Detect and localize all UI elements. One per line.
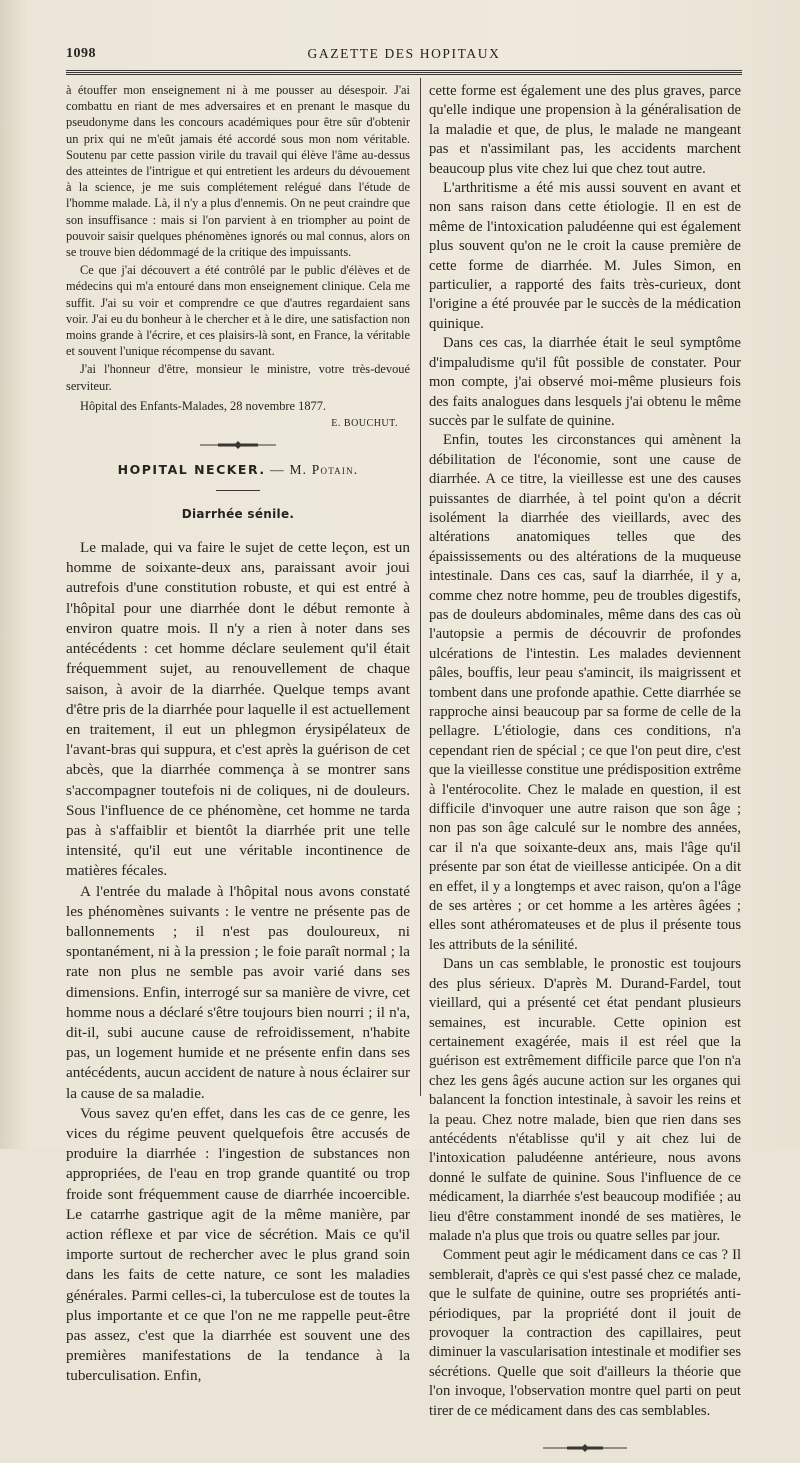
journal-title: GAZETTE DES HOPITAUX [307, 46, 501, 61]
article-body-left [66, 538, 410, 1387]
column-divider [420, 78, 421, 1096]
ornament-divider [188, 440, 288, 450]
letter-paragraph: J'ai l'honneur d'être, monsieur le ministre, votre très-devoué serviteur. [66, 362, 410, 393]
letter-paragraph: à étouffer mon enseignement ni à me pousser au désespoir. J'ai combattu en riant de mes adversaires et en prenant le masque du pseudonyme dans les concours académiques pour être sûr d'obtenir un prix qui ne m'eût jamais été accordé sous mon nom véritable. Soutenu par cette passion virile du travail qui élève l'âme au-dessus des atteintes de l'intrigue et qui entretient les ardeurs du dévouement à la science, je me suis complétement relégué dans l'étude de l'homme malade. Là, il n'y a plus d'ennemis. On ne peut craindre que son insuffisance : mais si l'on parvient à en triompher au point de pouvoir saisir quelques phénomènes ignorés ou mal connus, alors on se trouve bien dédommagé de la critique des impuissants. [66, 83, 410, 260]
article-paragraph: Comment peut agir le médicament dans ce cas ? Il semblerait, d'après ce qui s'est passé chez ce malade, que le sulfate de quinine, outre ses propriétés anti-périodiques, par la propriété dont il jouit de provoquer la contraction des capillaires, peut diminuer la vascularisation intestinale et modifier ses sécrétions. Quelle que soit d'ailleurs la théorie que l'on invoque, l'observation montre quel parti on peut tirer de ce médicament dans des cas semblables. [429, 1247, 741, 1419]
article-title: Diarrhée sénile. [181, 506, 295, 521]
lecturer-name: M. Potain. [289, 462, 359, 478]
article-paragraph: A l'entrée du malade à l'hôpital nous avons constaté les phénomènes suivants : le ventre ne présente pas de ballonnements ; il n'est pas douloureux, ni spontanément, ni à la pression ; le foie paraît normal ; la rate non plus ne semble pas avoir varié dans ses dimensions. Enfin, interrogé sur sa manière de vivre, cet homme nous a déclaré s'être toujours bien nourri ; il n'a, dit-il, subi aucune cause de refroidissement, n'habite pas, un logement humide et ne présente enfin dans ses antécédents, aucun accident de nature à nous éclairer sur la cause de sa maladie. [66, 882, 410, 1102]
heading-rule [216, 490, 260, 491]
letter-signature: E. BOUCHUT. [331, 418, 398, 430]
article-paragraph: cette forme est également une des plus graves, parce qu'elle indique une propension à la généralisation de la maladie et que, de plus, le malade ne mangeant pas et n'assimilant pas, les accidents marchent beaucoup plus vite chez lui que chez tout autre. [429, 83, 741, 177]
hospital-name: HOPITAL NECKER. [117, 462, 266, 478]
left-column [66, 82, 410, 1387]
right-column [429, 82, 741, 1463]
page-header [66, 42, 742, 66]
article-paragraph: Vous savez qu'en effet, dans les cas de ce genre, les vices du régime peuvent quelquefois être accusés de produire la diarrhée : l'ingestion de substances non appropriées, de l'eau en trop grande quantité ou trop froide sont fréquemment cause de diarrhée incoercible. Le catarrhe gastrique agit de la même manière, par action réflexe et par vice de sécrétion. Mais ce qu'il importe surtout de rechercher avec le plus grand soin dans les faits de cette nature, ce sont les maladies générales. Parmi celles-ci, la tuberculose est de toutes la plus importante et ce que l'on ne me rappelle peut-être pas assez, c'est que la diarrhée est souvent une des premières manifestations de la tendance à la tuberculisation. Enfin, [66, 1104, 410, 1385]
section-heading [66, 460, 410, 479]
header-rule [66, 70, 742, 75]
letter-paragraph: Ce que j'ai découvert a été contrôlé par le public d'élèves et de médecins qui m'a entouré dans mon enseignement clinique. Cela me suffit. J'ai su voir et comprendre ce que d'autres regardaient sans voir. J'ai eu du bonheur à le chercher et à le dire, une satisfaction non moins grande à l'écrire, et ces plaisirs-là sont, en France, la véritable et souvent l'unique récompense du savant. [66, 263, 410, 359]
heading-separator: — [270, 462, 285, 478]
article-paragraph: Le malade, qui va faire le sujet de cette leçon, est un homme de soixante-deux ans, paraissant avoir joui autrefois d'une constitution robuste, et qui est entré à l'hôpital pour une diarrhée dont le début remonte à environ quatre mois. Il n'y a rien à noter dans ses antécédents : cet homme déclare seulement qu'il était fréquemment sujet, au renouvellement de chaque saison, à avoir de la diarrhée. Quelque temps avant d'être pris de la diarrhée pour laquelle il est actuellement en traitement, il eut un phlegmon érysipélateux de l'avant-bras qui suppura, et c'est après la guérison de cet abcès, que la diarrhée commença à se montrer sans s'accompagner toutefois ni de coliques, ni de douleurs. Sous l'influence de ce phénomène, cet homme ne tarda pas à s'affaiblir et bientôt la diarrhée prit une telle intensité, qu'il eut une véritable incontinence de matières fécales. [66, 539, 410, 880]
page-number: 1098 [66, 46, 96, 61]
article-paragraph: L'arthritisme a été mis aussi souvent en avant et non sans raison dans cette étiologie. Il en est de même de l'intoxication paludéenne qui est également plus souvent qu'on ne le croit la cause première de cette forme de diarrhée. M. Jules Simon, en particulier, a rapporté des faits très-curieux, dont l'origine a été prouvée par le succès de la médication quinique. [429, 180, 741, 332]
article-paragraph: Dans un cas semblable, le pronostic est toujours des plus sérieux. D'après M. Durand-Fardel, tout vieillard, qui a présenté cet état pendant plusieurs semaines, est incurable. Cette opinion est certainement exagérée, mais il est réel que la guérison est extrêmement difficile parce que l'on n'a chez les gens âgés aucune action sur les organes qui balancent la fonction intestinale, à savoir les reins et la peau. Chez notre malade, bien que rien dans ses antécédents n'établisse qu'il y ait chez lui de l'intoxication paludéenne antérieure, nous avons donné le sulfate de quinine. Sous l'influence de ce médicament, la diarrhée s'est beaucoup modifiée ; au lieu d'être constamment inondé de ses matières, le malade n'a plus que trois ou quatre selles par jour. [429, 956, 741, 1244]
letter-end [66, 82, 410, 432]
end-ornament [535, 1443, 635, 1453]
article-paragraph: Enfin, toutes les circonstances qui amènent la débilitation de l'économie, sont une cause de diarrhée. A ce titre, la vieillesse est une des causes puissantes de diarrhée, à tel point qu'on a décrit isolément la diarrhée des vieillards, avec des altérations anatomiques telles que des épaississements ou des altérations de la muqueuse intestinale. Dans ces cas, sauf la diarrhée, il y a, comme chez notre homme, peu de troubles digestifs, pas de douleurs abdominales, même dans des cas où l'autopsie a permis de découvrir de profondes ulcérations de l'intestin. Les malades deviennent pâles, bouffis, leur peau s'amincit, ils maigrissent et tombent dans une profonde apathie. Cette diarrhée se rapproche ainsi beaucoup par sa forme de celle de la pellagre. L'étiologie, dans ces conditions, n'a cependant rien de spécial ; ce que l'on peut dire, c'est que la vieillesse constitue une prédisposition extrême à l'entérocolite. Chez le malade en question, il est difficile d'invoquer une autre raison que son âge ; non pas son âge calculé sur le nombre des années, car il n'a que soixante-deux ans, mais l'âge qu'il présente par son état de vieillesse anticipée. On a dit en effet, il y a longtemps et avec raison, qu'on a l'âge de ses artères ; or cet homme a les artères âgées ; elles sont athéromateuses et de plus il présente tous les attributs de la sénilité. [429, 432, 741, 953]
letter-place-date: Hôpital des Enfants-Malades, 28 novembre 1877. [80, 398, 327, 413]
article-paragraph: Dans ces cas, la diarrhée était le seul symptôme d'impaludisme qu'il fût possible de constater. Pour mon compte, j'ai observé moi-même plusieurs fois des faits analogues dans lesquels j'ai obtenu le même succès par le sulfate de quinine. [429, 335, 741, 429]
